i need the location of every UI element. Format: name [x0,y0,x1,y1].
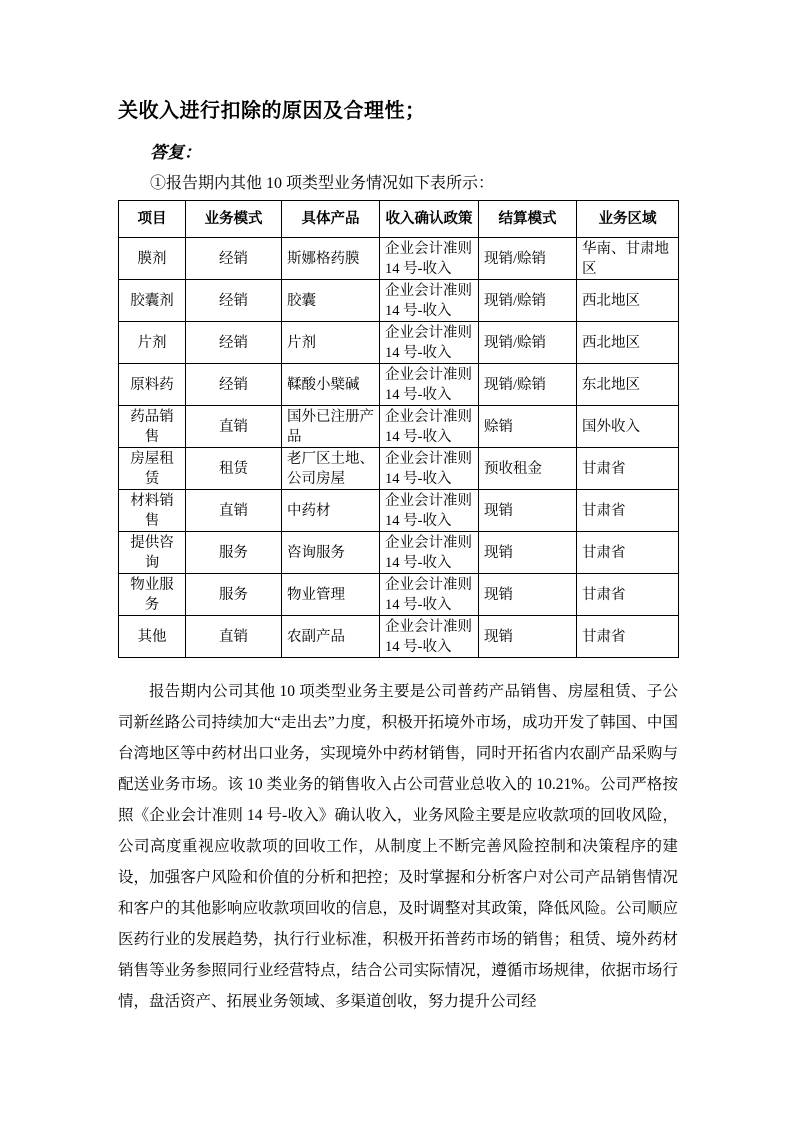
table-cell: 租赁 [186,448,282,490]
table-cell: 提供咨询 [119,532,186,574]
table-cell: 斯娜格药膜 [282,238,380,280]
table-cell: 现销/赊销 [479,364,577,406]
table-cell: 赊销 [479,406,577,448]
table-cell: 老厂区土地、公司房屋 [282,448,380,490]
table-cell: 企业会计准则 14 号-收入 [380,616,479,658]
table-row [119,448,679,490]
body-paragraph: 报告期内公司其他 10 项类型业务主要是公司普药产品销售、房屋租赁、子公司新丝路公司持续加大“走出去”力度，积极开拓境外市场，成功开发了韩国、中国台湾地区等中药材出口业务，实现境外中药材销售，同时开拓省内农副产品采购与配送业务市场。该 10 类业务的销售收入占公司营业总收入的 10.21%。公司严格按照《企业会计准则 14 号-收入》确认收入，业务风险主要是应收款项的回收风险，公司高度重视应收款项的回收工作，从制度上不断完善风险控制和决策程序的建设，加强客户风险和价值的分析和把控；及时掌握和分析客户对公司产品销售情况和客户的其他影响应收款项回收的信息，及时调整对其政策，降低风险。公司顺应医药行业的发展趋势，执行行业标准，积极开拓普药市场的销售；租赁、境外药材销售等业务参照同行业经营特点，结合公司实际情况，遵循市场规律，依据市场行情，盘活资产、拓展业务领域、多渠道创收，努力提升公司经 [118,683,678,1010]
table-cell: 企业会计准则 14 号-收入 [380,574,479,616]
table-cell: 房屋租赁 [119,448,186,490]
table-cell: 胶囊剂 [119,280,186,322]
table-cell: 现销/赊销 [479,280,577,322]
column-header-business-model: 业务模式 [186,201,282,238]
table-cell: 服务 [186,574,282,616]
table-header-row [119,201,679,238]
table-cell: 甘肃省 [577,574,679,616]
table-cell: 膜剂 [119,238,186,280]
table-cell: 甘肃省 [577,490,679,532]
table-cell: 经销 [186,322,282,364]
table-row [119,616,679,658]
table-cell: 现销 [479,490,577,532]
table-cell: 物业管理 [282,574,380,616]
table-cell: 企业会计准则 14 号-收入 [380,406,479,448]
table-cell: 物业服务 [119,574,186,616]
table-cell: 片剂 [282,322,380,364]
section-heading: 关收入进行扣除的原因及合理性； [118,100,426,122]
table-intro-line: ①报告期内其他 10 项类型业务情况如下表所示： [150,175,495,192]
table-row [119,322,679,364]
table-cell: 现销/赊销 [479,322,577,364]
table-cell: 中药材 [282,490,380,532]
column-header-product: 具体产品 [282,201,380,238]
table-cell: 西北地区 [577,280,679,322]
business-table-body [119,238,679,658]
table-cell: 预收租金 [479,448,577,490]
table-cell: 企业会计准则 14 号-收入 [380,322,479,364]
table-cell: 企业会计准则 14 号-收入 [380,280,479,322]
table-cell: 现销 [479,574,577,616]
table-row [119,574,679,616]
table-cell: 材料销售 [119,490,186,532]
table-cell: 国外已注册产品 [282,406,380,448]
table-cell: 原料药 [119,364,186,406]
table-cell: 农副产品 [282,616,380,658]
table-cell: 鞣酸小檗碱 [282,364,380,406]
table-cell: 胶囊 [282,280,380,322]
table-cell: 直销 [186,616,282,658]
table-cell: 现销 [479,616,577,658]
reply-label: 答复： [150,143,201,162]
table-cell: 现销/赊销 [479,238,577,280]
table-row [119,280,679,322]
table-cell: 经销 [186,238,282,280]
column-header-settlement-mode: 结算模式 [479,201,577,238]
table-row [119,238,679,280]
table-cell: 企业会计准则 14 号-收入 [380,532,479,574]
table-cell: 服务 [186,532,282,574]
table-cell: 直销 [186,490,282,532]
table-cell: 西北地区 [577,322,679,364]
table-cell: 直销 [186,406,282,448]
table-cell: 药品销售 [119,406,186,448]
table-row [119,532,679,574]
table-cell: 甘肃省 [577,616,679,658]
table-cell: 东北地区 [577,364,679,406]
table-row [119,406,679,448]
table-cell: 其他 [119,616,186,658]
table-cell: 经销 [186,280,282,322]
table-cell: 咨询服务 [282,532,380,574]
table-cell: 企业会计准则 14 号-收入 [380,490,479,532]
table-cell: 华南、甘肃地区 [577,238,679,280]
table-cell: 企业会计准则 14 号-收入 [380,238,479,280]
table-cell: 甘肃省 [577,448,679,490]
business-type-table [118,200,679,658]
table-cell: 经销 [186,364,282,406]
table-row [119,364,679,406]
table-cell: 甘肃省 [577,532,679,574]
column-header-item: 项目 [119,201,186,238]
table-row [119,490,679,532]
table-cell: 国外收入 [577,406,679,448]
table-cell: 企业会计准则 14 号-收入 [380,448,479,490]
table-cell: 企业会计准则 14 号-收入 [380,364,479,406]
column-header-revenue-policy: 收入确认政策 [380,201,479,238]
table-cell: 片剂 [119,322,186,364]
table-cell: 现销 [479,532,577,574]
page-content [118,0,678,1017]
column-header-business-region: 业务区域 [577,201,679,238]
